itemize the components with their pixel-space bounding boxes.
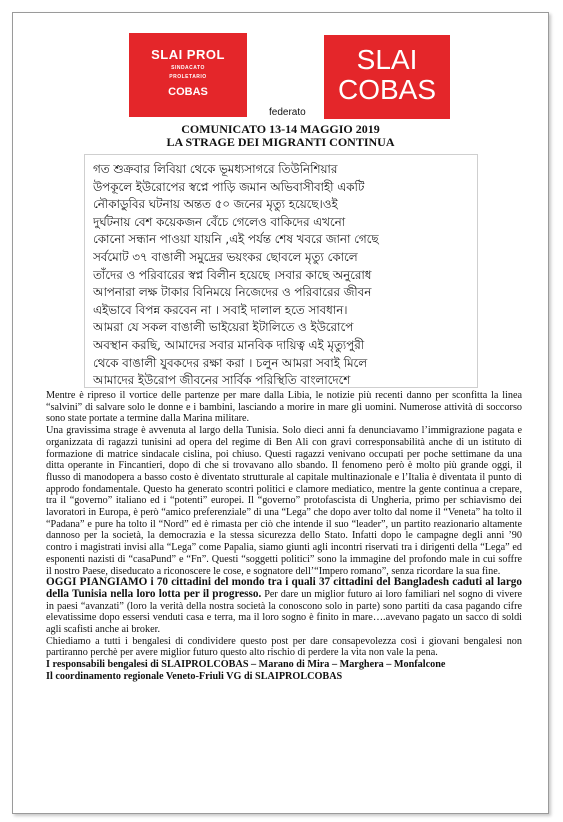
logo-left-line1: SLAI PROL [151,47,225,62]
signature-line-1 [46,659,522,671]
logo-left-line2: SINDACATO [171,65,205,71]
paragraph-chiediamo: Chiediamo a tutti i bengalesi di condividere questo post per dare consapevolezza così i giovani bengalesi non partiranno perchè per avere miglior futuro questo alto rischio di perdere la vita non vale la pena. [46,635,522,659]
paragraph-oggi-piangiamo-bold: OGGI PIANGIAMO i 70 cittadini del mondo tra i quali 37 cittadini del Bangladesh caduti al largo della Tunisia nella loro lotta per il progresso. [46,576,522,600]
bengali-line: অবস্থান করছি, আমাদের সবার মানবিক দায়িত্ব এই মৃত্যুপুরী [93,337,365,352]
bengali-text-box [84,154,478,388]
bengali-line: এইভাবে বিপন্ন করবেন না । সবাই দালাল হতে সাবধান। [93,302,348,317]
bengali-line: দুর্ঘটনায় বেশ কয়েকজন বেঁচে গেলেও বাকিদের এখনো [93,214,346,229]
logo-left-line4: COBAS [168,86,208,98]
logo-right-line2: COBAS [337,74,437,105]
signature-line-2 [46,671,522,683]
logo-left-line3: PROLETARIO [169,74,207,80]
paragraph-oggi-piangiamo [46,577,522,636]
bengali-line: আমাদের ইউরোপ জীবনের সার্বিক পরিস্থিতি বাংলাদেশে [93,373,351,388]
bengali-line: তাঁদের ও পরিবারের স্বপ্ন বিলীন হয়েছে ।সবার কাছে অনুরোধ [93,267,372,282]
document-subtitle: LA STRAGE DEI MIGRANTI CONTINUA [166,135,395,149]
document-page [12,12,549,814]
logo-right-line1: SLAI [356,44,418,75]
bengali-line: আমরা যে সকল বাঙালী ভাইয়েরা ইটালিতে ও ইউরোপে [93,320,354,335]
slai-prol-cobas-logo [129,33,247,117]
article-body [46,390,522,683]
paragraph-strage: Una gravissima strage è avvenuta al largo della Tunisia. Solo dieci anni fa denunciavamo l’immigrazione pagata e organizzata di ragazzi tunisini ad opera del regime di Ben Ali con gravi corresponsabilità anche di un istituto di formazione di matrice sindacale cislina, poi chiuso. Questi ragazzi venivano occupati per poche settimane da una ditta operante in Fincantieri, dopo di che si trovavano allo sbando. Il fenomeno però è molto più grande oggi, il flusso di manodopera a basso costo è diventato strutturale al capitale multinazionale e l’Italia è diventata il punto di approdo fondamentale. Questo ha generato scontri politici e clamore mediatico, mentre la gente continua a crepare, tra il “governo” italiano ed i “potenti” europei. Il “governo” protofascista di Ungheria, primo per schiavismo dei lavoratori in Europa, è però “amico preferenziale” di una “Lega” che dopo aver tolto dal nome il “Veneta” ha tolto il “Padana” e pure ha tolto il “Nord” ed è rimasta per ciò che intende il suo “leader”, un partito reazionario altamente dannoso per la società, la democrazia e la stessa sicurezza dello Stato. Infatti dopo le campagne degli anni ’90 contro i magistrati invisi alla “Lega” come Papalia, siamo giunti agli incontri riservati tra i dirigenti della “Lega” ed esponenti nazisti di “casaPund” e “Fn”. Questi “soggetti politici” sono la immagine del profondo male in cui soffre il nostro Paese, diseducato a riconoscere le cose, e sognatore dell’“Impero romano”, senza ricordare la sua fine. [46,425,522,577]
bengali-line: সর্বমোট ৩৭ বাঙালী সমুদ্রের ভয়ংকর ছোবলে মৃত্যু কোলে [93,249,358,264]
bengali-line: উপকূলে ইউরোপের স্বপ্নে পাড়ি জমান অভিবাসীবাহী একটি [93,179,365,194]
federato-label: federato [269,107,306,118]
bengali-line: গত শুক্রবার লিবিয়া থেকে ভূমধ্যসাগরে তিউনিশিয়ার [93,162,338,176]
slai-cobas-logo [324,35,450,119]
bengali-line: আপনারা লক্ষ টাকার বিনিময়ে নিজেদের ও পরিবারের জীবন [93,285,372,300]
paragraph-libia: Mentre è ripreso il vortice delle partenze per mare dalla Libia, le notizie più recenti danno per sconfitta la linea “salvini” di salvare solo le donne e i bambini, lasciando a morire in mare gli uomini. Numerose attività di soccorso sono state portate a termine dalla Marina militare. [46,390,522,425]
document-title: COMUNICATO 13-14 MAGGIO 2019 [181,122,380,136]
bengali-line: নৌকাডুবির ঘটনায় অন্তত ৫০ জনের মৃত্যু হয়েছে।ওই [93,197,338,212]
signature-2-text: Il coordinamento regionale Veneto-Friuli VG di SLAIPROLCOBAS [46,670,343,682]
signature-1-text: I responsabili bengalesi di SLAIPROLCOBAS – Marano di Mira – Marghera – Monfalcone [46,659,446,671]
bengali-line: কোনো সন্ধান পাওয়া যায়নি ,এই পর্যন্ত শেষ খবরে জানা গেছে [93,232,379,247]
paragraph-oggi-piangiamo-rest: Per dare un miglior futuro ai loro familiari nel sogno di vivere in paesi “avanzati” (loro la verità della nostra società la conoscono solo in parte) sono partiti da casa pagando cifre elevatissime dopo essersi venduti casa e terra, ma il loro sogno è finito in mare….avevano pagato un sacco di soldi agli scafisti anche ai broker. [46,588,522,636]
bengali-line: থেকে বাঙালী যুবকদের রক্ষা করা । চলুন আমরা সবাই মিলে [93,355,368,370]
